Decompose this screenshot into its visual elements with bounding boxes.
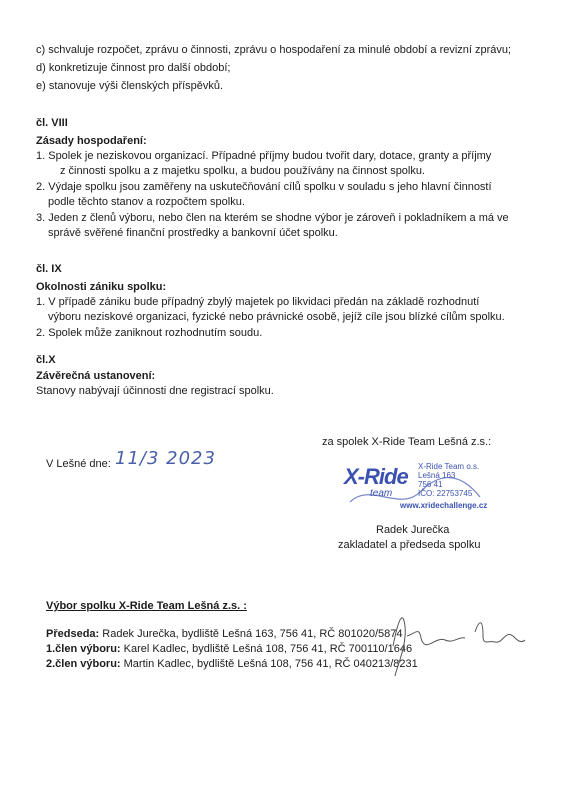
section-8-line: 2. Výdaje spolku jsou zaměřeny na uskutečňování cílů spolku v souladu s jeho hlavní činností [36,181,492,193]
stamp-logo: X-Ride [344,464,408,489]
board-signatures [385,606,535,686]
board-details: Radek Jurečka, bydliště Lešná 163, 756 41, RČ 801020/5874 [99,628,403,640]
stamp-logo-sub: team [370,488,393,499]
board-role: 1.člen výboru: [46,643,121,655]
section-8-line: z činnosti spolku a z majetku spolku, a budou používány na činnost spolku. [60,165,426,177]
list-item-e: e) stanovuje výši členských příspěvků. [36,80,224,92]
section-10-title: Závěrečná ustanovení: [36,370,156,382]
board-member-chair [46,628,403,641]
board-details: Karel Kadlec, bydliště Lešná 108, 756 41, RČ 700110/1646 [120,643,413,655]
section-8-heading: čl. VIII [36,117,68,129]
section-9-line: výboru neziskové organizaci, fyzické nebo právnické osobě, jejíž cíle jsou blízké cílům spolku. [48,311,505,323]
board-role: 2.člen výboru: [46,658,121,670]
list-item-d: d) konkretizuje činnost pro další období; [36,62,231,74]
organization-stamp [330,452,500,522]
stamp-text-4: IČO: 22753745 [418,489,473,498]
board-title: Výbor spolku X-Ride Team Lešná z.s. : [46,600,247,612]
section-8-line: 1. Spolek je neziskovou organizací. Případné příjmy budou tvořit dary, dotace, granty a příjmy [36,150,492,162]
board-member-1 [46,643,412,656]
section-9-heading: čl. IX [36,263,62,275]
stamp-text-5: www.xridechallenge.cz [400,501,488,510]
section-9-title: Okolnosti zániku spolku: [36,281,167,293]
stamp-text-2: Lešná 163 [418,471,456,480]
board-role: Předseda: [46,628,100,640]
board-member-2 [46,658,418,671]
section-10-heading: čl.X [36,354,56,366]
place-date-label: V Lešné dne: [46,458,111,470]
signature-for-label: za spolek X-Ride Team Lešná z.s.: [322,436,492,448]
section-8-line: správě svěřené finanční prostředky a bankovní účet spolku. [48,227,338,239]
section-9-line: 2. Spolek může zaniknout rozhodnutím soudu. [36,327,263,339]
section-9-line: 1. V případě zániku bude případný zbylý majetek po likvidaci předán na základě rozhodnutí [36,296,480,308]
signer-role: zakladatel a předseda spolku [338,539,481,551]
stamp-text-1: X-Ride Team o.s. [418,462,480,471]
list-item-c: c) schvaluje rozpočet, zprávu o činnosti, zprávu o hospodaření za minulé období a revizní zprávu; [36,44,512,56]
signer-name: Radek Jurečka [376,524,450,536]
section-10-line: Stanovy nabývají účinnosti dne registrací spolku. [36,385,274,397]
board-details: Martin Kadlec, bydliště Lešná 108, 756 41, RČ 040213/8231 [120,658,418,670]
section-8-title: Zásady hospodaření: [36,135,147,147]
section-8-line: podle těchto stanov a rozpočtem spolku. [48,196,245,208]
section-8-line: 3. Jeden z členů výboru, nebo člen na kterém se shodne výbor je zároveň i pokladníkem a má ve [36,212,509,224]
stamp-text-3: 756 41 [418,480,443,489]
handwritten-date: 11/3 2023 [115,448,216,469]
